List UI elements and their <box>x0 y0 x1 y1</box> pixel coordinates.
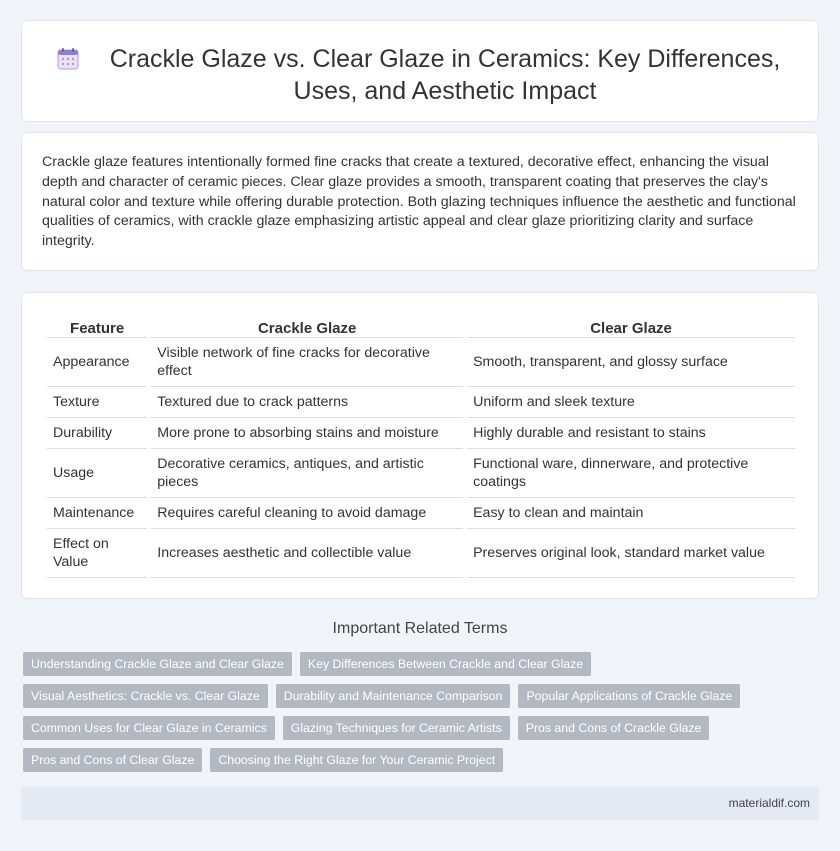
related-tag[interactable]: Glazing Techniques for Ceramic Artists <box>283 716 510 740</box>
related-terms-list <box>23 652 823 772</box>
crackle-cell: Requires careful cleaning to avoid damage <box>151 498 463 529</box>
page-title: Crackle Glaze vs. Clear Glaze in Ceramics: Key Differences, Uses, and Aesthetic Impact <box>109 45 781 105</box>
feature-cell: Texture <box>47 387 147 418</box>
clear-cell: Preserves original look, standard market value <box>467 529 795 578</box>
intro-card <box>21 132 819 271</box>
related-tag[interactable]: Understanding Crackle Glaze and Clear Glaze <box>23 652 292 676</box>
comparison-table <box>43 312 799 578</box>
table-row <box>47 418 795 449</box>
feature-cell: Usage <box>47 449 147 498</box>
crackle-cell: Textured due to crack patterns <box>151 387 463 418</box>
table-row <box>47 387 795 418</box>
feature-cell: Effect on Value <box>47 529 147 578</box>
header-feature: Feature <box>47 312 147 338</box>
clear-cell: Functional ware, dinnerware, and protective coatings <box>467 449 795 498</box>
clear-cell: Smooth, transparent, and glossy surface <box>467 338 795 387</box>
clear-cell: Highly durable and resistant to stains <box>467 418 795 449</box>
table-row <box>47 498 795 529</box>
crackle-cell: Decorative ceramics, antiques, and artistic pieces <box>151 449 463 498</box>
title-card <box>21 20 819 122</box>
related-tag[interactable]: Visual Aesthetics: Crackle vs. Clear Glaze <box>23 684 268 708</box>
related-tag[interactable]: Common Uses for Clear Glaze in Ceramics <box>23 716 275 740</box>
table-row <box>47 338 795 387</box>
footer-site-link[interactable]: materialdif.com <box>728 796 810 810</box>
header-clear-glaze: Clear Glaze <box>467 312 795 338</box>
clear-cell: Uniform and sleek texture <box>467 387 795 418</box>
header-crackle-glaze: Crackle Glaze <box>151 312 463 338</box>
table-row <box>47 449 795 498</box>
feature-cell: Maintenance <box>47 498 147 529</box>
related-tag[interactable]: Popular Applications of Crackle Glaze <box>518 684 740 708</box>
related-terms-title: Important Related Terms <box>332 620 508 637</box>
feature-cell: Durability <box>47 418 147 449</box>
comparison-card <box>21 292 819 599</box>
related-tag[interactable]: Durability and Maintenance Comparison <box>276 684 511 708</box>
crackle-cell: Increases aesthetic and collectible value <box>151 529 463 578</box>
crackle-cell: More prone to absorbing stains and moisture <box>151 418 463 449</box>
related-tag[interactable]: Pros and Cons of Clear Glaze <box>23 748 202 772</box>
footer <box>21 787 819 820</box>
table-header-row <box>47 312 795 338</box>
feature-cell: Appearance <box>47 338 147 387</box>
intro-paragraph: Crackle glaze features intentionally formed fine cracks that create a textured, decorative effect, enhancing the visual depth and character of ceramic pieces. Clear glaze provides a smooth, transparent coating that preserves the clay's natural color and texture while offering durable protection. Both glazing techniques influence the aesthetic and functional qualities of ceramics, with crackle glaze emphasizing artistic appeal and clear glaze prioritizing clarity and surface integrity. <box>42 154 796 250</box>
clear-cell: Easy to clean and maintain <box>467 498 795 529</box>
table-row <box>47 529 795 578</box>
related-tag[interactable]: Choosing the Right Glaze for Your Ceramic Project <box>210 748 503 772</box>
related-tag[interactable]: Pros and Cons of Crackle Glaze <box>518 716 710 740</box>
related-tag[interactable]: Key Differences Between Crackle and Clear Glaze <box>300 652 591 676</box>
crackle-cell: Visible network of fine cracks for decorative effect <box>151 338 463 387</box>
